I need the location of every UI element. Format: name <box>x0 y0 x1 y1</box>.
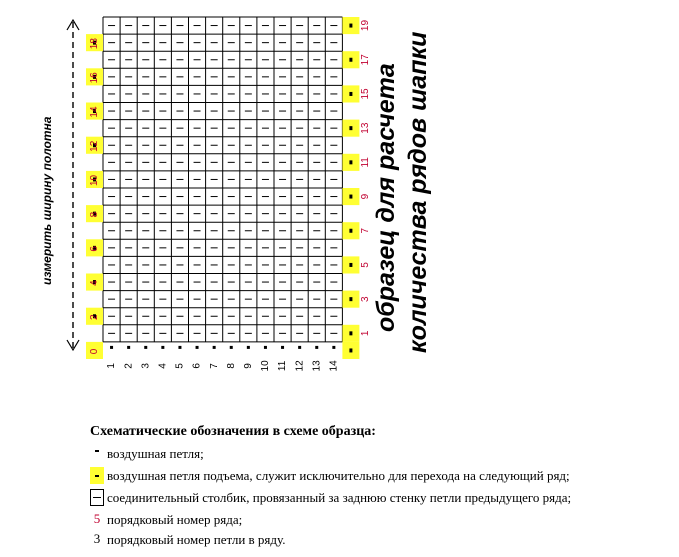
stitch-number-label: 3 <box>140 363 152 369</box>
row-number-label: 1 <box>360 330 372 337</box>
legend-text: соединительный столбик, провязанный за заднюю стенку петли предыдущего ряда; <box>107 489 572 505</box>
stitch-number-example: 3 <box>93 531 101 546</box>
row-number-label: 9 <box>360 193 372 200</box>
lift-loop-mark <box>349 92 352 96</box>
lift-loop-mark <box>349 126 352 130</box>
row-number-label: 10 <box>89 174 101 187</box>
right-lift-column <box>342 17 371 342</box>
diagram-title-line2: количества рядов шапки <box>404 31 432 353</box>
air-loop-mark <box>110 346 113 349</box>
stitch-number-label: 9 <box>242 363 254 369</box>
stitch-number-label: 8 <box>225 363 237 369</box>
legend-text: порядковый номер петли в ряду. <box>107 531 286 547</box>
stitch-number-label: 6 <box>191 363 203 369</box>
row-number-label: 6 <box>89 246 101 252</box>
air-loop-mark <box>230 346 233 349</box>
legend-text: воздушная петля подъема, служит исключительно для перехода на следующий ряд; <box>107 467 570 483</box>
row-number-label: 4 <box>89 280 101 286</box>
lift-loop-mark <box>349 229 352 233</box>
stitch-number-label: 4 <box>157 363 169 369</box>
air-loop-mark <box>247 346 250 349</box>
lift-loop-icon <box>90 467 104 484</box>
legend-heading: Схематические обозначения в схеме образца: <box>90 424 376 439</box>
stitch-number-label: 11 <box>277 360 289 372</box>
lift-loop-mark <box>349 24 352 28</box>
stitch-number-label: 1 <box>106 363 118 369</box>
lift-loop-mark <box>349 160 352 164</box>
row-number-label: 12 <box>89 140 101 152</box>
lift-loop-mark <box>349 58 352 62</box>
air-loop-mark <box>264 346 267 349</box>
legend-item-row-number <box>90 511 242 528</box>
air-loop-mark <box>281 346 284 349</box>
row-number-label: 11 <box>360 157 372 168</box>
legend-item-lift-loop <box>90 467 570 484</box>
stitch-grid <box>103 17 342 342</box>
lift-loop-mark <box>349 331 352 335</box>
measure-width-label: измерить ширину полотна <box>40 116 54 285</box>
lift-loop-mark <box>349 297 352 301</box>
air-loop-mark <box>178 346 181 349</box>
row-number-label: 18 <box>89 38 101 50</box>
stitch-number-label: 13 <box>311 360 323 372</box>
legend-item-slip-stitch <box>90 489 571 506</box>
row-number-label: 3 <box>360 296 372 302</box>
legend-text: воздушная петля; <box>107 445 204 461</box>
stitch-number-label: 10 <box>260 360 272 372</box>
legend-text: порядковый номер ряда; <box>107 511 243 527</box>
left-lift-column <box>86 34 103 325</box>
legend-item-stitch-number <box>90 531 285 548</box>
legend-item-air-loop <box>90 445 204 462</box>
air-loop-mark <box>196 346 199 349</box>
air-loop-mark <box>144 346 147 349</box>
stitch-number-label: 12 <box>294 360 306 372</box>
diagram-title-line1: образец для расчета <box>372 63 400 332</box>
row-number-label: 16 <box>89 72 101 84</box>
foundation-chain <box>86 342 359 372</box>
row-number-label: 5 <box>360 262 372 268</box>
air-loop-mark <box>332 346 335 349</box>
row-number-label: 2 <box>89 314 101 321</box>
row-number-label: 15 <box>360 88 372 100</box>
slip-stitch-icon <box>90 489 104 506</box>
row-number-label: 17 <box>360 54 372 66</box>
measure-arrow <box>67 20 79 350</box>
row-number-label: 0 <box>89 348 101 355</box>
row-number-label: 8 <box>89 211 101 218</box>
stitch-number-label: 14 <box>328 360 340 372</box>
air-loop-mark <box>298 346 301 349</box>
stitch-number-label: 7 <box>208 363 220 369</box>
lift-loop-mark <box>349 263 352 267</box>
lift-loop-mark <box>349 348 352 352</box>
lift-loop-mark <box>349 195 352 199</box>
air-loop-mark <box>213 346 216 349</box>
air-loop-mark <box>161 346 164 349</box>
row-number-label: 14 <box>89 106 101 118</box>
row-number-label: 13 <box>360 122 372 134</box>
air-loop-icon <box>90 445 104 462</box>
air-loop-mark <box>127 346 130 349</box>
stitch-number-label: 2 <box>123 363 135 369</box>
air-loop-mark <box>315 346 318 349</box>
stitch-number-label: 5 <box>174 363 186 369</box>
row-number-label: 19 <box>360 19 372 32</box>
row-number-example: 5 <box>93 511 101 526</box>
row-number-label: 7 <box>360 227 372 234</box>
